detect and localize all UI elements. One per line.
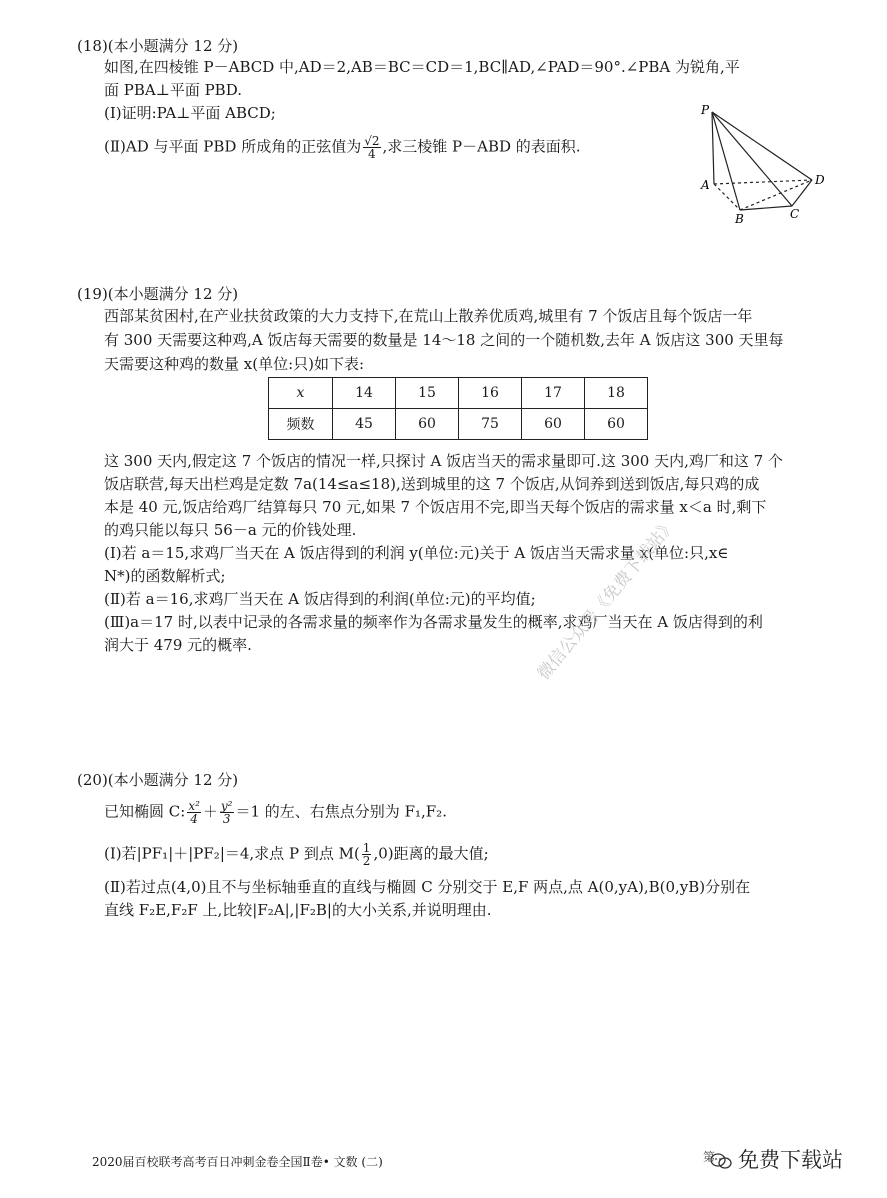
x-squared-over-4-fraction <box>187 800 201 825</box>
q18-intro: 如图,在四棱锥 P－ABCD 中,AD＝2,AB＝BC＝CD＝1,BC∥AD,∠PAD＝90°.∠PBA 为锐角,平 <box>104 58 740 76</box>
q18-part2-lead: (Ⅱ)AD 与平面 PBD 所成角的正弦值为 <box>104 137 362 156</box>
table-cell: 15 <box>396 378 459 409</box>
fraction-denominator: 3 <box>222 812 231 826</box>
q20-part2-cont: 直线 F₂E,F₂F 上,比较|F₂A|,|F₂B|的大小关系,并说明理由. <box>104 901 492 919</box>
fraction-denominator: 4 <box>190 812 198 826</box>
fraction-denominator: 4 <box>368 147 376 161</box>
fraction-numerator: y² <box>220 799 233 813</box>
table-cell: 18 <box>585 378 648 409</box>
q19-line1: 西部某贫困村,在产业扶贫政策的大力支持下,在荒山上散养优质鸡,城里有 7 个饭店且每个饭店一年 <box>104 307 753 325</box>
table-row <box>269 409 648 440</box>
q19-part1-cont: N*)的函数解析式; <box>104 567 226 585</box>
q20-header: (20)(本小题满分 12 分) <box>77 771 239 789</box>
q20-line1-tail: ＝1 的左、右焦点分别为 F₁,F₂. <box>235 802 447 821</box>
q20-part1-tail: ,0)距离的最大值; <box>373 844 489 863</box>
q19-line2: 有 300 天需要这种鸡,A 饭店每天需要的数量是 14～18 之间的一个随机数,去年 A 饭店这 300 天里每 <box>104 331 784 349</box>
q18-part2-tail: ,求三棱锥 P－ABD 的表面积. <box>382 137 581 156</box>
q18-intro-cont: 面 PBA⊥平面 PBD. <box>104 81 242 99</box>
demand-frequency-table <box>268 377 648 440</box>
table-cell: 60 <box>522 409 585 440</box>
q20-part2: (Ⅱ)若过点(4,0)且不与坐标轴垂直的直线与椭圆 C 分别交于 E,F 两点,点 A(0,yA),B(0,yB)分别在 <box>104 878 751 896</box>
footer-brand <box>710 1144 843 1174</box>
q19-line5: 饭店联营,每天出栏鸡是定数 7a(14≤a≤18),送到城里的这 7 个饭店,从饲养到送到饭店,每只鸡的成 <box>104 475 760 493</box>
table-cell: 75 <box>459 409 522 440</box>
q19-part1: (Ⅰ)若 a＝15,求鸡厂当天在 A 饭店得到的利润 y(单位:元)关于 A 饭店当天需求量 x(单位:只,x∈ <box>104 544 729 562</box>
table-cell: 14 <box>333 378 396 409</box>
q19-part3-cont: 润大于 479 元的概率. <box>104 636 252 654</box>
q19-line4: 这 300 天内,假定这 7 个饭店的情况一样,只探讨 A 饭店当天的需求量即可.这 300 天内,鸡厂和这 7 个 <box>104 452 783 470</box>
q19-line6: 本是 40 元,饭店给鸡厂结算每只 70 元,如果 7 个饭店用不完,即当天每个饭店的需求量 x＜a 时,剩下 <box>104 498 767 516</box>
footer-page: 第 <box>703 1150 716 1164</box>
table-cell: 60 <box>585 409 648 440</box>
sqrt2-over-4-fraction <box>363 135 380 160</box>
q20-line1-lead: 已知椭圆 C: <box>104 802 186 821</box>
table-cell: 17 <box>522 378 585 409</box>
table-cell: 16 <box>459 378 522 409</box>
vertex-c-label: C <box>790 207 800 221</box>
table-cell: 60 <box>396 409 459 440</box>
footer-title: 2020届百校联考高考百日冲刺金卷全国Ⅱ卷• 文数 (二) <box>92 1155 383 1169</box>
table-cell: 45 <box>333 409 396 440</box>
brand-text: 免费下载站 <box>738 1148 843 1172</box>
table-row <box>269 378 648 409</box>
fraction-numerator: x² <box>188 799 200 813</box>
q20-part1 <box>104 842 489 867</box>
vertex-d-label: D <box>815 173 825 187</box>
q18-part1: (Ⅰ)证明:PA⊥平面 ABCD; <box>104 104 276 122</box>
q19-line7: 的鸡只能以每只 56－a 元的价钱处理. <box>104 521 357 539</box>
q20-line1: 已知椭圆 C: $\frac{\text{x²}}{4}$ ＋ $\frac{\text{y²}}{3}$ ＝1 的左、右焦点分别为 F₁,F₂. <box>104 799 447 826</box>
vertex-a-label: A <box>701 178 710 192</box>
q19-part2: (Ⅱ)若 a＝16,求鸡厂当天在 A 饭店得到的利润(单位:元)的平均值; <box>104 590 536 608</box>
vertex-p-label: P <box>701 103 710 117</box>
q18-header: (18)(本小题满分 12 分) <box>77 37 239 55</box>
wechat-icon <box>710 1152 732 1170</box>
fraction-denominator: 2 <box>362 854 371 868</box>
fraction-numerator: √2 <box>364 134 380 148</box>
pyramid-figure <box>695 100 835 225</box>
y-squared-over-3-fraction <box>220 800 234 825</box>
fraction-numerator: 1 <box>362 841 371 855</box>
watermark: 微信公众号《免费下载站》 <box>533 514 681 685</box>
q19-header: (19)(本小题满分 12 分) <box>77 285 239 303</box>
q18-part2 <box>104 135 581 160</box>
q19-line3: 天需要这种鸡的数量 x(单位:只)如下表: <box>104 355 365 373</box>
row-header-frequency: 频数 <box>269 409 333 440</box>
one-half-fraction <box>362 842 372 867</box>
q20-part1-lead: (Ⅰ)若|PF₁|＋|PF₂|＝4,求点 P 到点 M( <box>104 844 360 863</box>
vertex-b-label: B <box>735 212 744 225</box>
q19-part3: (Ⅲ)a＝17 时,以表中记录的各需求量的频率作为各需求量发生的概率,求鸡厂当天在 A 饭店得到的利 <box>104 613 763 631</box>
row-header-x: x <box>269 378 333 409</box>
